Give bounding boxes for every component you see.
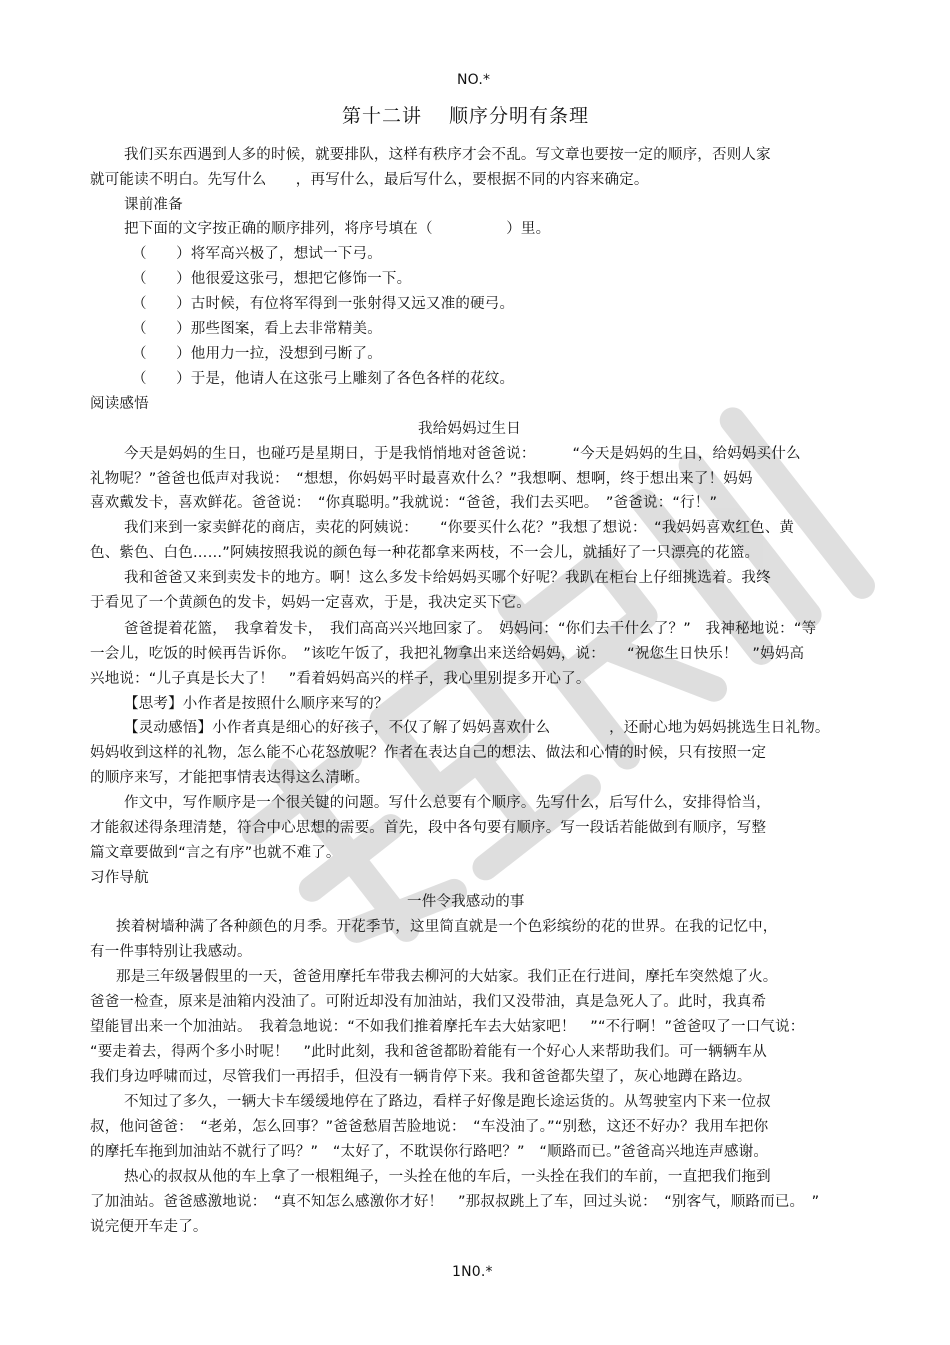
reading-line: 爸爸提着花篮， 我拿着发卡， 我们高高兴兴地回家了。 妈妈问：“你们去干什么了？” 我神秘地说：“等 [124,621,817,637]
story-title-reading: 我给妈妈过生日 [418,421,521,437]
section-heading-reading: 阅读感悟 [90,396,149,412]
prep-item: （ ）古时候，有位将军得到一张射得又远又准的硬弓。 [132,296,515,312]
header-text: NO.* [457,72,491,88]
reading-line: 于看见了一个黄颜色的发卡，妈妈一定喜欢，于是，我决定买下它。 [90,595,531,611]
reading-line: 今天是妈妈的生日，也碰巧是星期日，于是我悄悄地对爸爸说： “今天是妈妈的生日，给妈妈买什么 [124,446,801,462]
prep-item: （ ）将军高兴极了，想试一下弓。 [132,246,382,262]
writing-line: 的摩托车拖到加油站不就行了吗？” “太好了，不耽误你行路吧？” “顺路而已。”爸爸高兴地连声感谢。 [90,1144,769,1160]
writing-line: 热心的叔叔从他的车上拿了一根粗绳子，一头拴在他的车后，一头拴在我们的车前，一直把我们拖到 [124,1169,771,1185]
reading-line: 礼物呢？”爸爸也低声对我说： “想想，你妈妈平时最喜欢什么？”我想啊、想啊，终于想出来了！妈妈 [90,471,753,487]
reading-line: 喜欢戴发卡，喜欢鲜花。爸爸说： “你真聪明。”我就说：“爸爸，我们去买吧。 ”爸爸说：“行！” [90,495,718,511]
reading-line: 才能叙述得条理清楚，符合中心思想的需要。首先，段中各句要有顺序。写一段话若能做到有顺序，写整 [90,820,767,836]
intro-line: 就可能读不明白。先写什么 ，再写什么，最后写什么，要根据不同的内容来确定。 [90,172,649,188]
writing-line: 不知过了多久，一辆大卡车缓缓地停在了路边，看样子好像是跑长途运货的。从驾驶室内下来一位叔 [124,1094,771,1110]
reading-think: 【思考】小作者是按照什么顺序来写的？ [124,696,389,712]
prep-item: （ ）于是，他请人在这张弓上雕刻了各色各样的花纹。 [132,371,515,387]
reading-line: 兴地说：“儿子真是长大了！ ”看着妈妈高兴的样子，我心里别提多开心了。 [90,671,591,687]
reading-line: 我们来到一家卖鲜花的商店，卖花的阿姨说： “你要买什么花？”我想了想说： “我妈妈喜欢红色、黄 [124,520,795,536]
reading-line: 一会儿，吃饭的时候再告诉你。 ”该吃午饭了，我把礼物拿出来送给妈妈，说： “祝您生日快乐！ ”妈妈高 [90,646,805,662]
writing-line: 有一件事特别让我感动。 [90,944,252,960]
reading-line: 作文中，写作顺序是一个很关键的问题。写什么总要有个顺序。先写什么，后写什么，安排得恰当， [124,795,771,811]
footer-text: 1N0.* [452,1264,493,1280]
writing-line: 爸爸一检查，原来是油箱内没油了。可附近却没有加油站，我们又没带油，真是急死人了。此时，我真希 [90,994,767,1010]
reading-insight: 【灵动感悟】小作者真是细心的好孩子，不仅了解了妈妈喜欢什么 ，还耐心地为妈妈挑选生日礼物。 [124,720,830,736]
writing-line: 说完便开车走了。 [90,1219,208,1235]
writing-line: 了加油站。爸爸感激地说： “真不知怎么感激你才好！ ”那叔叔跳上了车，回过头说： “别客气，顺路而已。 ” [90,1194,820,1210]
writing-line: 挨着树墙种满了各种颜色的月季。开花季节，这里简直就是一个色彩缤纷的花的世界。在我的记忆中， [116,919,778,935]
prep-item: （ ）那些图案，看上去非常精美。 [132,321,382,337]
reading-line: 妈妈收到这样的礼物，怎么能不心花怒放呢？作者在表达自己的想法、做法和心情的时候，只有按照一定 [90,745,767,761]
writing-line: 望能冒出来一个加油站。 我着急地说：“不如我们推着摩托车去大姑家吧！ ”“不行啊！”爸爸叹了一口气说： [90,1019,805,1035]
prep-item: （ ）他用力一拉，没想到弓断了。 [132,346,382,362]
intro-line: 我们买东西遇到人多的时候，就要排队，这样有秩序才会不乱。写文章也要按一定的顺序，否则人家 [124,147,771,163]
reading-line: 我和爸爸又来到卖发卡的地方。啊！这么多发卡给妈妈买哪个好呢？我趴在柜台上仔细挑选着。我终 [124,570,771,586]
reading-line: 的顺序来写，才能把事情表达得这么清晰。 [90,770,370,786]
watermark-stamp [194,372,906,1008]
watermark-graphic [194,372,906,1008]
writing-line: “要走着去，得两个多小时呢！ ”此时此刻，我和爸爸都盼着能有一个好心人来帮助我们。可一辆辆车从 [90,1044,767,1060]
writing-line: 叔，他问爸爸： “老弟，怎么回事？”爸爸愁眉苦脸地说： “车没油了。”“别愁，这还不好办？我用车把你 [90,1119,769,1135]
section-heading-prep: 课前准备 [124,197,183,213]
writing-line: 那是三年级暑假里的一天，爸爸用摩托车带我去柳河的大姑家。我们正在行进间，摩托车突然熄了火。 [116,969,778,985]
prep-instruction: 把下面的文字按正确的顺序排列，将序号填在（ ）里。 [124,221,551,237]
section-heading-writing: 习作导航 [90,870,149,886]
page-title: 第十二讲 顺序分明有条理 [342,105,590,127]
writing-line: 我们身边呼啸而过，尽管我们一再招手，但没有一辆肯停下来。我和爸爸都失望了，灰心地蹲在路边。 [90,1069,752,1085]
story-title-writing: 一件令我感动的事 [407,894,525,910]
reading-line: 篇文章要做到“言之有序”也就不难了。 [90,845,341,861]
prep-item: （ ）他很爱这张弓，想把它修饰一下。 [132,271,412,287]
reading-line: 色、紫色、白色……”阿姨按照我说的颜色每一种花都拿来两枝，不一会儿，就插好了一只漂亮的花篮。 [90,545,760,561]
